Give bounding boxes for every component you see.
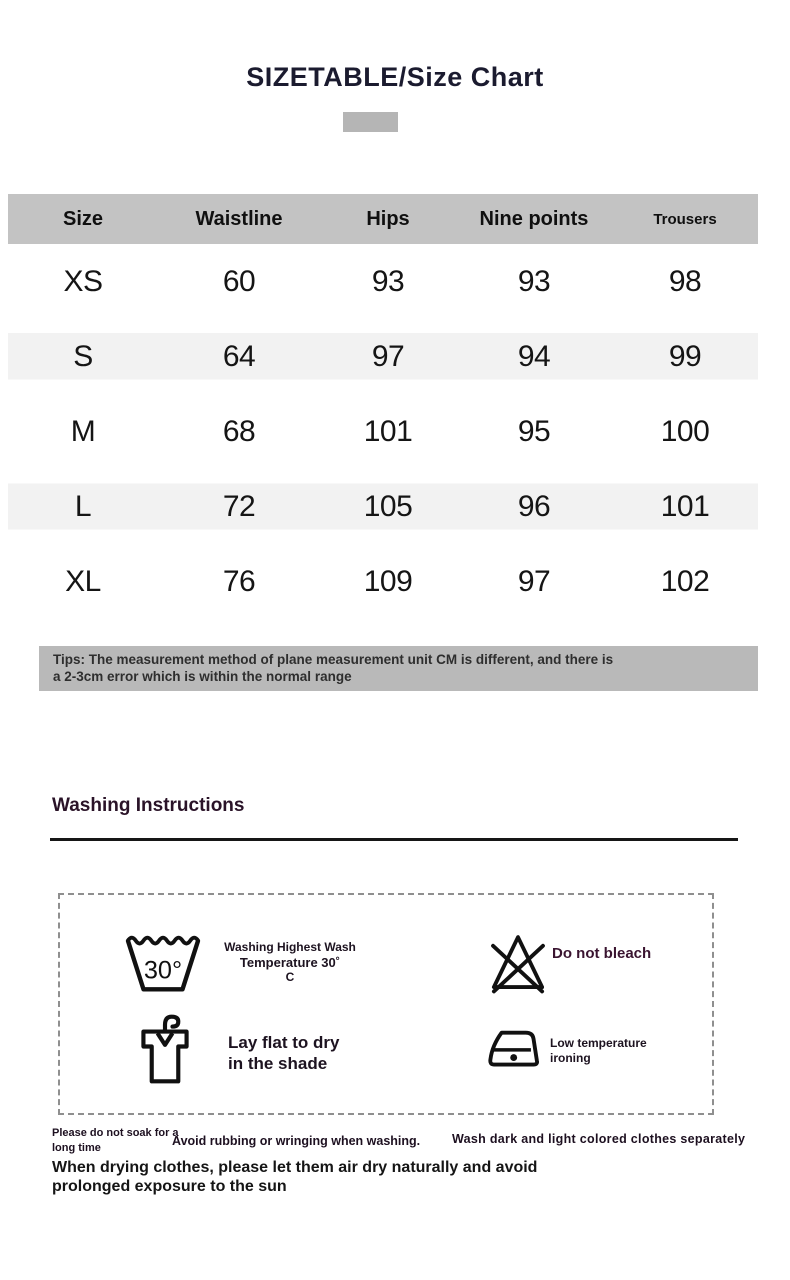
table-cell: 109 (363, 564, 413, 598)
measurement-tips-bar (39, 646, 758, 691)
table-cell: 97 (517, 564, 551, 598)
table-row (8, 394, 758, 469)
tips-line: a 2-3cm error which is within the normal range (53, 669, 352, 684)
size-cell: XS (63, 264, 103, 298)
table-cell: 105 (363, 489, 413, 523)
low-temp-iron-icon (487, 1026, 549, 1072)
table-cell: 93 (371, 264, 405, 298)
header-cell-nine-points: Nine points (479, 207, 589, 230)
header-cell-waistline: Waistline (195, 207, 283, 230)
table-cell: 97 (371, 339, 405, 373)
page-title: SIZETABLE/Size Chart (246, 62, 544, 92)
low-temp-iron-label: Low temperature ironing (550, 1036, 647, 1065)
size-cell: S (73, 339, 93, 373)
wash-temp-label-text: Washing Highest Wash Temperature 30˚ C (224, 940, 356, 984)
size-table (8, 194, 758, 619)
tips-line: Tips: The measurement method of plane measurement unit CM is different, and there is (53, 652, 614, 667)
table-cell: 94 (517, 339, 551, 373)
header-cell-trousers: Trousers (653, 210, 717, 228)
table-cell: 101 (363, 414, 413, 448)
washing-instructions-heading: Washing Instructions (52, 795, 245, 816)
table-cell: 100 (660, 414, 710, 448)
section-divider (50, 838, 738, 841)
table-row (8, 544, 758, 619)
size-cell: M (70, 414, 96, 448)
table-cell: 99 (668, 339, 702, 373)
table-cell: 102 (660, 564, 710, 598)
table-row (8, 319, 758, 394)
note-air-dry: When drying clothes, please let them air dry naturally and avoid prolonged exposure to the sun (52, 1159, 538, 1195)
note-avoid-rubbing: Avoid rubbing or wringing when washing. (172, 1134, 421, 1148)
wash-basin-30-icon (124, 932, 202, 996)
table-cell: 60 (222, 264, 256, 298)
table-cell: 64 (222, 339, 256, 373)
do-not-bleach-label: Do not bleach (552, 945, 652, 962)
title-accent-bar (343, 112, 398, 132)
lay-flat-dry-label: Lay flat to dry in the shade (228, 1033, 340, 1073)
note-do-not-soak: Please do not soak for a long time (52, 1127, 179, 1154)
table-row (8, 469, 758, 544)
table-cell: 93 (517, 264, 551, 298)
do-not-bleach-icon (487, 928, 549, 998)
table-cell: 101 (660, 489, 710, 523)
size-cell: L (74, 489, 92, 523)
lay-flat-dry-icon (130, 1010, 200, 1088)
table-cell: 95 (517, 414, 551, 448)
header-cell-hips: Hips (366, 207, 410, 230)
header-cell-size: Size (62, 207, 104, 230)
table-cell: 98 (668, 264, 702, 298)
table-row (8, 244, 758, 319)
note-wash-separately: Wash dark and light colored clothes separately (452, 1132, 746, 1146)
table-cell: 68 (222, 414, 256, 448)
size-table-header-row (8, 194, 758, 244)
table-cell: 76 (222, 564, 256, 598)
table-cell: 72 (222, 489, 256, 523)
wash-temp-label: 30° (143, 956, 183, 985)
size-cell: XL (65, 564, 101, 598)
table-cell: 96 (517, 489, 551, 523)
